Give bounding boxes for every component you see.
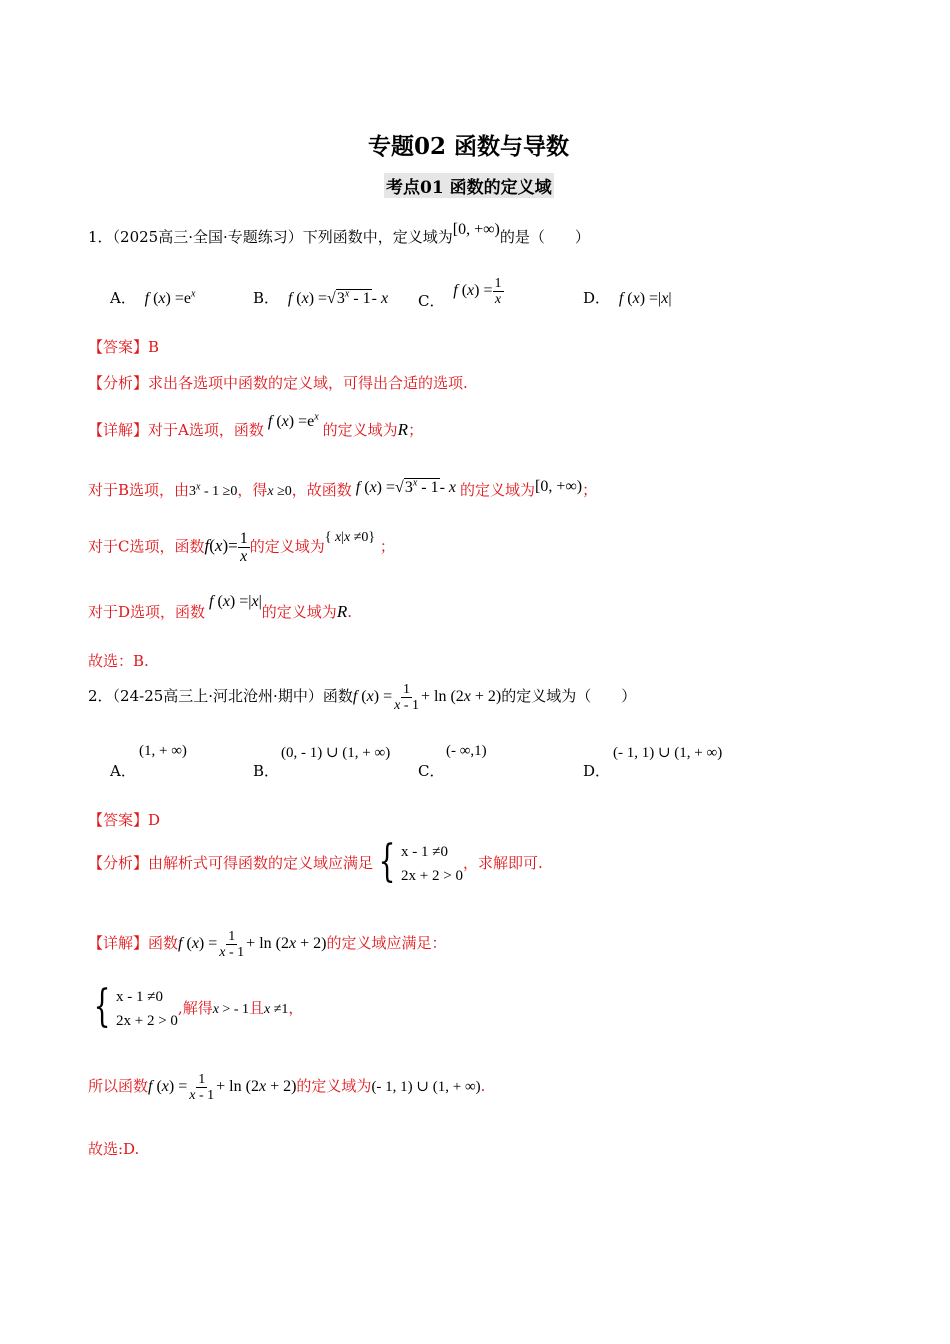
detail-tag: 【详解】 (88, 934, 149, 953)
q1-option-a[interactable] (110, 287, 195, 308)
punct: . (480, 1077, 486, 1096)
detail-text: 对于A选项，函数 (148, 421, 264, 439)
q2-option-d[interactable] (583, 760, 610, 781)
q1-stem-text: 下列函数中，定义域为 (302, 228, 453, 246)
detail-text: 函数 (148, 934, 179, 953)
q2-option-b[interactable] (253, 760, 279, 781)
q1-option-c[interactable] (418, 276, 504, 311)
q2-detail-b (88, 981, 304, 1033)
q1-domain-expr: [0, +∞) (452, 221, 500, 238)
detail-text: 的定义域为 (460, 481, 536, 499)
q2-option-c[interactable] (418, 760, 444, 781)
formula: 3$^x$ - 1 ≥0 (189, 481, 238, 499)
constraint-2: 2x + 2 > 0 (116, 1013, 178, 1029)
q1-option-a-formula: f $(x) =e^x$ (144, 288, 196, 307)
analysis-text: 由解析式可得函数的定义域应满足 (148, 854, 374, 872)
analysis-text: 求出各选项中函数的定义域，可得出合适的选项. (148, 374, 468, 392)
q1-detail-a (88, 411, 424, 440)
option-label: B． (253, 762, 280, 780)
detail-text: 的定义域为 (261, 603, 337, 621)
formula: f $(x) =e^x$ (267, 411, 319, 430)
constraint-system: { x - 1 ≠0 2x + 2 > 0 (93, 981, 178, 1032)
option-label: D． (583, 762, 611, 780)
punct: . (347, 603, 352, 621)
detail-text: 的定义域应满足： (326, 934, 447, 953)
q2-stem-text: 函数 (322, 687, 353, 706)
q2-stem-tail: 的定义域为（ ） (501, 687, 637, 706)
detail-text: 的定义域为 (249, 537, 325, 556)
punct: ； (408, 421, 424, 439)
q1-number: 1． (88, 228, 113, 246)
formula: [0, +∞) (535, 478, 583, 495)
q1-analysis (88, 372, 468, 393)
detail-text: 的定义域为 (296, 1077, 372, 1096)
formula: x ≥0 (267, 484, 292, 499)
q1-conclusion: 故选：B. (88, 652, 149, 670)
set-symbol: R (336, 602, 348, 621)
punct: ； (582, 481, 598, 499)
formula: f $(x) =√3^x - 1-$ x (355, 477, 457, 496)
option-label: D． (583, 289, 611, 307)
option-label: B． (253, 289, 280, 307)
punct: ， (288, 999, 304, 1017)
section-subtitle: 考点01 函数的定义域 (384, 173, 554, 198)
formula: f(x)= $\frac{1}{x}$ (204, 530, 248, 565)
analysis-tag: 【分析】 (88, 374, 149, 392)
formula: (- 1, 1) ∪ (1, + ∞) (371, 1079, 481, 1096)
q2-number: 2． (88, 687, 113, 706)
q1-detail-c (88, 530, 395, 565)
q1-option-d-formula: f (x) =|x| (618, 290, 672, 307)
q2-option-c-value: (- ∞,1) (446, 743, 487, 759)
q1-stem-tail: 的是（ ） (499, 228, 590, 246)
q1-option-b-formula: f $(x) =√3^x - 1-$ x (287, 288, 389, 307)
constraint-1: x - 1 ≠0 (401, 844, 449, 860)
q1-detail-b (88, 479, 597, 500)
q1-detail-d (88, 593, 352, 622)
formula: f (x) = $\frac{1}{x - 1}$ + ln (2x + 2) (148, 1072, 297, 1103)
detail-text: ,解得 (177, 999, 213, 1017)
q1-option-b[interactable] (253, 287, 388, 308)
formula: { x|x ≠0} (324, 530, 376, 546)
formula: f (x) = $\frac{1}{x - 1}$ + ln (2x + 2) (178, 929, 327, 960)
q1-answer: 【答案】B (88, 338, 160, 356)
detail-tag: 【详解】 (88, 421, 149, 439)
q2-detail-a (88, 929, 446, 960)
punct: ； (379, 537, 395, 556)
analysis-text: ，求解即可. (462, 854, 543, 872)
detail-text: 对于C选项，函数 (88, 537, 205, 556)
q1-source: （2025高三·全国·专题练习） (112, 228, 303, 246)
constraint-1: x - 1 ≠0 (116, 989, 163, 1005)
option-label: A． (110, 289, 136, 307)
formula: x > - 1 (212, 1002, 249, 1017)
q2-stem (88, 682, 636, 713)
q2-source: （24-25高三上·河北沧州·期中） (112, 687, 323, 706)
q2-analysis (88, 836, 543, 888)
option-label: C． (418, 292, 445, 311)
constraint-system: { x - 1 ≠0 2x + 2 > 0 (378, 836, 463, 887)
option-label: A． (110, 762, 136, 780)
detail-text: 对于B选项，由 (88, 481, 190, 499)
q1-stem (88, 221, 590, 247)
detail-text: 对于D选项，函数 (88, 603, 206, 621)
q2-option-d-value: (- 1, 1) ∪ (1, + ∞) (613, 745, 723, 761)
analysis-tag: 【分析】 (88, 854, 149, 872)
q1-option-d[interactable] (583, 287, 672, 308)
detail-text: 且 (248, 999, 264, 1017)
detail-text: 所以函数 (88, 1077, 149, 1096)
detail-text: ，得 (237, 481, 268, 499)
q2-option-a-value: (1, + ∞) (139, 743, 187, 759)
q2-function-formula: f (x) = $\frac{1}{x - 1}$ + ln (2x + 2) (352, 682, 502, 713)
option-label: C． (418, 762, 445, 780)
formula: x ≠1 (264, 1002, 289, 1017)
q2-answer: 【答案】D (88, 811, 161, 829)
q2-option-b-value: (0, - 1) ∪ (1, + ∞) (281, 745, 391, 761)
formula: f (x) =|x| (209, 593, 262, 610)
q2-option-a[interactable] (110, 760, 136, 781)
page-title: 专题02 函数与导数 (368, 133, 570, 160)
detail-text: 的定义域为 (322, 421, 398, 439)
constraint-2: 2x + 2 > 0 (401, 868, 463, 884)
detail-text: ，故函数 (291, 481, 352, 499)
q2-detail-c (88, 1072, 485, 1103)
set-symbol: R (397, 420, 409, 439)
q2-conclusion: 故选:D. (88, 1140, 140, 1158)
q1-option-c-formula: f (x) = $\frac{1}{x}$ (453, 276, 502, 307)
